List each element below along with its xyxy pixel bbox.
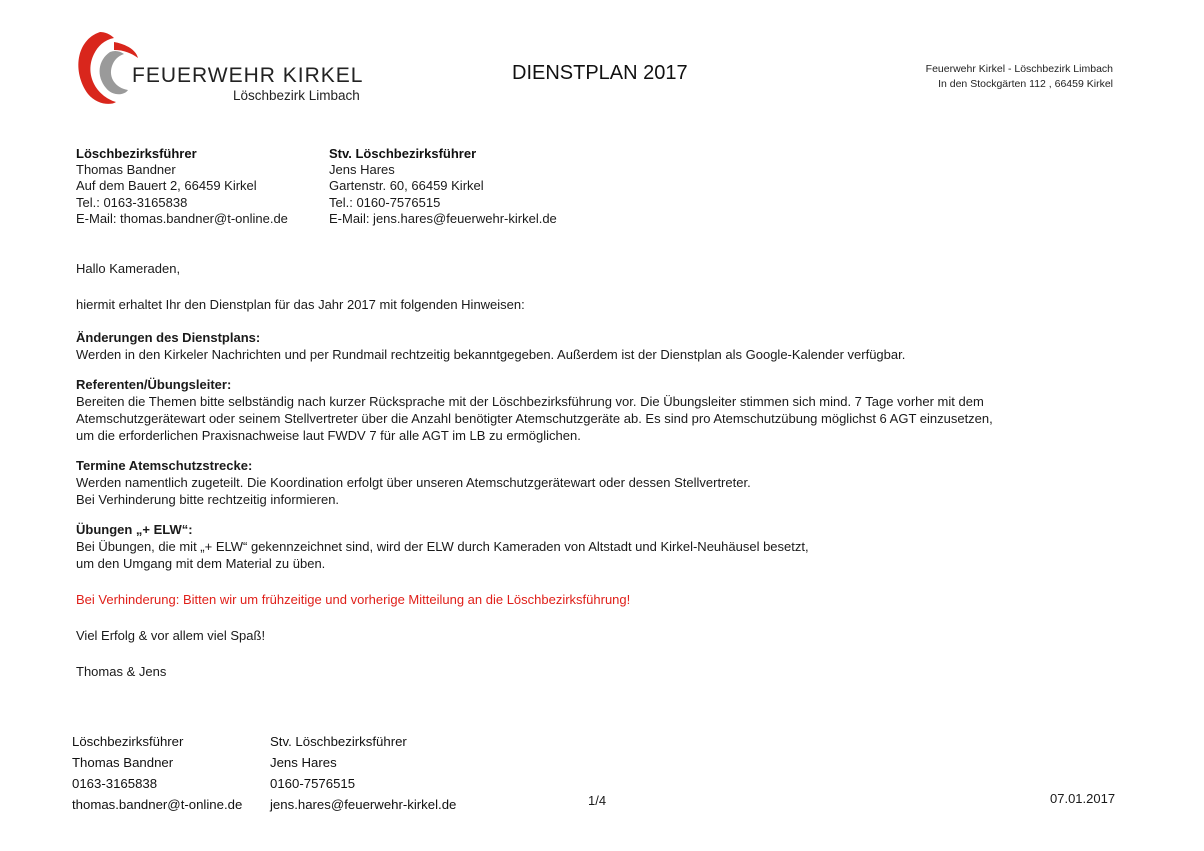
brand-subtitle: Löschbezirk Limbach: [233, 88, 360, 103]
header-address-line2: In den Stockgärten 112 , 66459 Kirkel: [938, 78, 1113, 90]
closing-text: Viel Erfolg & vor allem viel Spaß!: [76, 628, 266, 643]
footer-contact-deputy: [270, 731, 456, 815]
flame-logo-icon: [70, 30, 140, 106]
section-heading: Referenten/Übungsleiter:: [76, 377, 232, 392]
contact-role: Stv. Löschbezirksführer: [329, 146, 477, 161]
contact-block-leader: [76, 146, 288, 227]
section-line: Werden namentlich zugeteilt. Die Koordination erfolgt über unseren Atemschutzgerätewart oder dessen Stellvertreter.: [76, 475, 751, 490]
document-title: DIENSTPLAN 2017: [512, 62, 688, 84]
contact-email: E-Mail: jens.hares@feuerwehr-kirkel.de: [329, 210, 557, 226]
header-address-line1: Feuerwehr Kirkel - Löschbezirk Limbach: [925, 63, 1113, 75]
footer-email: thomas.bandner@t-online.de: [72, 797, 243, 812]
footer-name: Jens Hares: [270, 755, 337, 770]
section-heading: Übungen „+ ELW“:: [76, 522, 193, 537]
section-line: Atemschutzgerätewart oder seinem Stellvertreter über die Anzahl benötigter Atemschutzgeräte ab. Es sind pro Atemschutzübung möglichst 6 AGT einzusetzen,: [76, 411, 993, 426]
contact-name: Thomas Bandner: [76, 162, 176, 178]
absence-notice: Bei Verhinderung: Bitten wir um frühzeitige und vorherige Mitteilung an die Löschbezirksführung!: [76, 592, 631, 607]
contact-street: Gartenstr. 60, 66459 Kirkel: [329, 178, 484, 194]
section-line: Bei Übungen, die mit „+ ELW“ gekennzeichnet sind, wird der ELW durch Kameraden von Altstadt und Kirkel-Neuhäusel besetzt,: [76, 539, 809, 554]
greeting: Hallo Kameraden,: [76, 261, 181, 276]
footer-role: Löschbezirksführer: [72, 734, 184, 749]
footer-phone: 0163-3165838: [72, 776, 158, 791]
header-address: [926, 62, 1113, 92]
page-number: 1/4: [588, 793, 607, 808]
contact-phone: Tel.: 0163-3165838: [76, 194, 188, 210]
footer-contact-leader: [72, 731, 242, 815]
section-line: um den Umgang mit dem Material zu üben.: [76, 556, 326, 571]
intro-text: hiermit erhaltet Ihr den Dienstplan für das Jahr 2017 mit folgenden Hinweisen:: [76, 297, 525, 312]
document-date: 07.01.2017: [1050, 791, 1116, 806]
contact-role: Löschbezirksführer: [76, 146, 197, 161]
section-heading: Termine Atemschutzstrecke:: [76, 458, 253, 473]
section-heading: Änderungen des Dienstplans:: [76, 330, 261, 345]
section-line: Bereiten die Themen bitte selbständig nach kurzer Rücksprache mit der Löschbezirksführung vor. Die Übungsleiter stimmen sich mind. 7 Tage vorher mit dem: [76, 394, 984, 409]
section-line: Bei Verhinderung bitte rechtzeitig informieren.: [76, 492, 340, 507]
contact-email: E-Mail: thomas.bandner@t-online.de: [76, 210, 288, 226]
brand-name: FEUERWEHR KIRKEL: [132, 64, 364, 87]
footer-role: Stv. Löschbezirksführer: [270, 734, 407, 749]
contact-phone: Tel.: 0160-7576515: [329, 194, 441, 210]
section-line: Werden in den Kirkeler Nachrichten und per Rundmail rechtzeitig bekanntgegeben. Außerdem ist der Dienstplan als Google-Kalender verfügbar.: [76, 347, 906, 362]
section-line: um die erforderlichen Praxisnachweise laut FWDV 7 für alle AGT im LB zu ermöglichen.: [76, 428, 581, 443]
footer-name: Thomas Bandner: [72, 755, 174, 770]
contact-block-deputy: [329, 146, 557, 227]
contact-name: Jens Hares: [329, 162, 395, 178]
footer-email: jens.hares@feuerwehr-kirkel.de: [270, 797, 457, 812]
signature: Thomas & Jens: [76, 664, 167, 679]
letter-body: [76, 260, 1136, 680]
contact-street: Auf dem Bauert 2, 66459 Kirkel: [76, 178, 257, 194]
footer-phone: 0160-7576515: [270, 776, 356, 791]
